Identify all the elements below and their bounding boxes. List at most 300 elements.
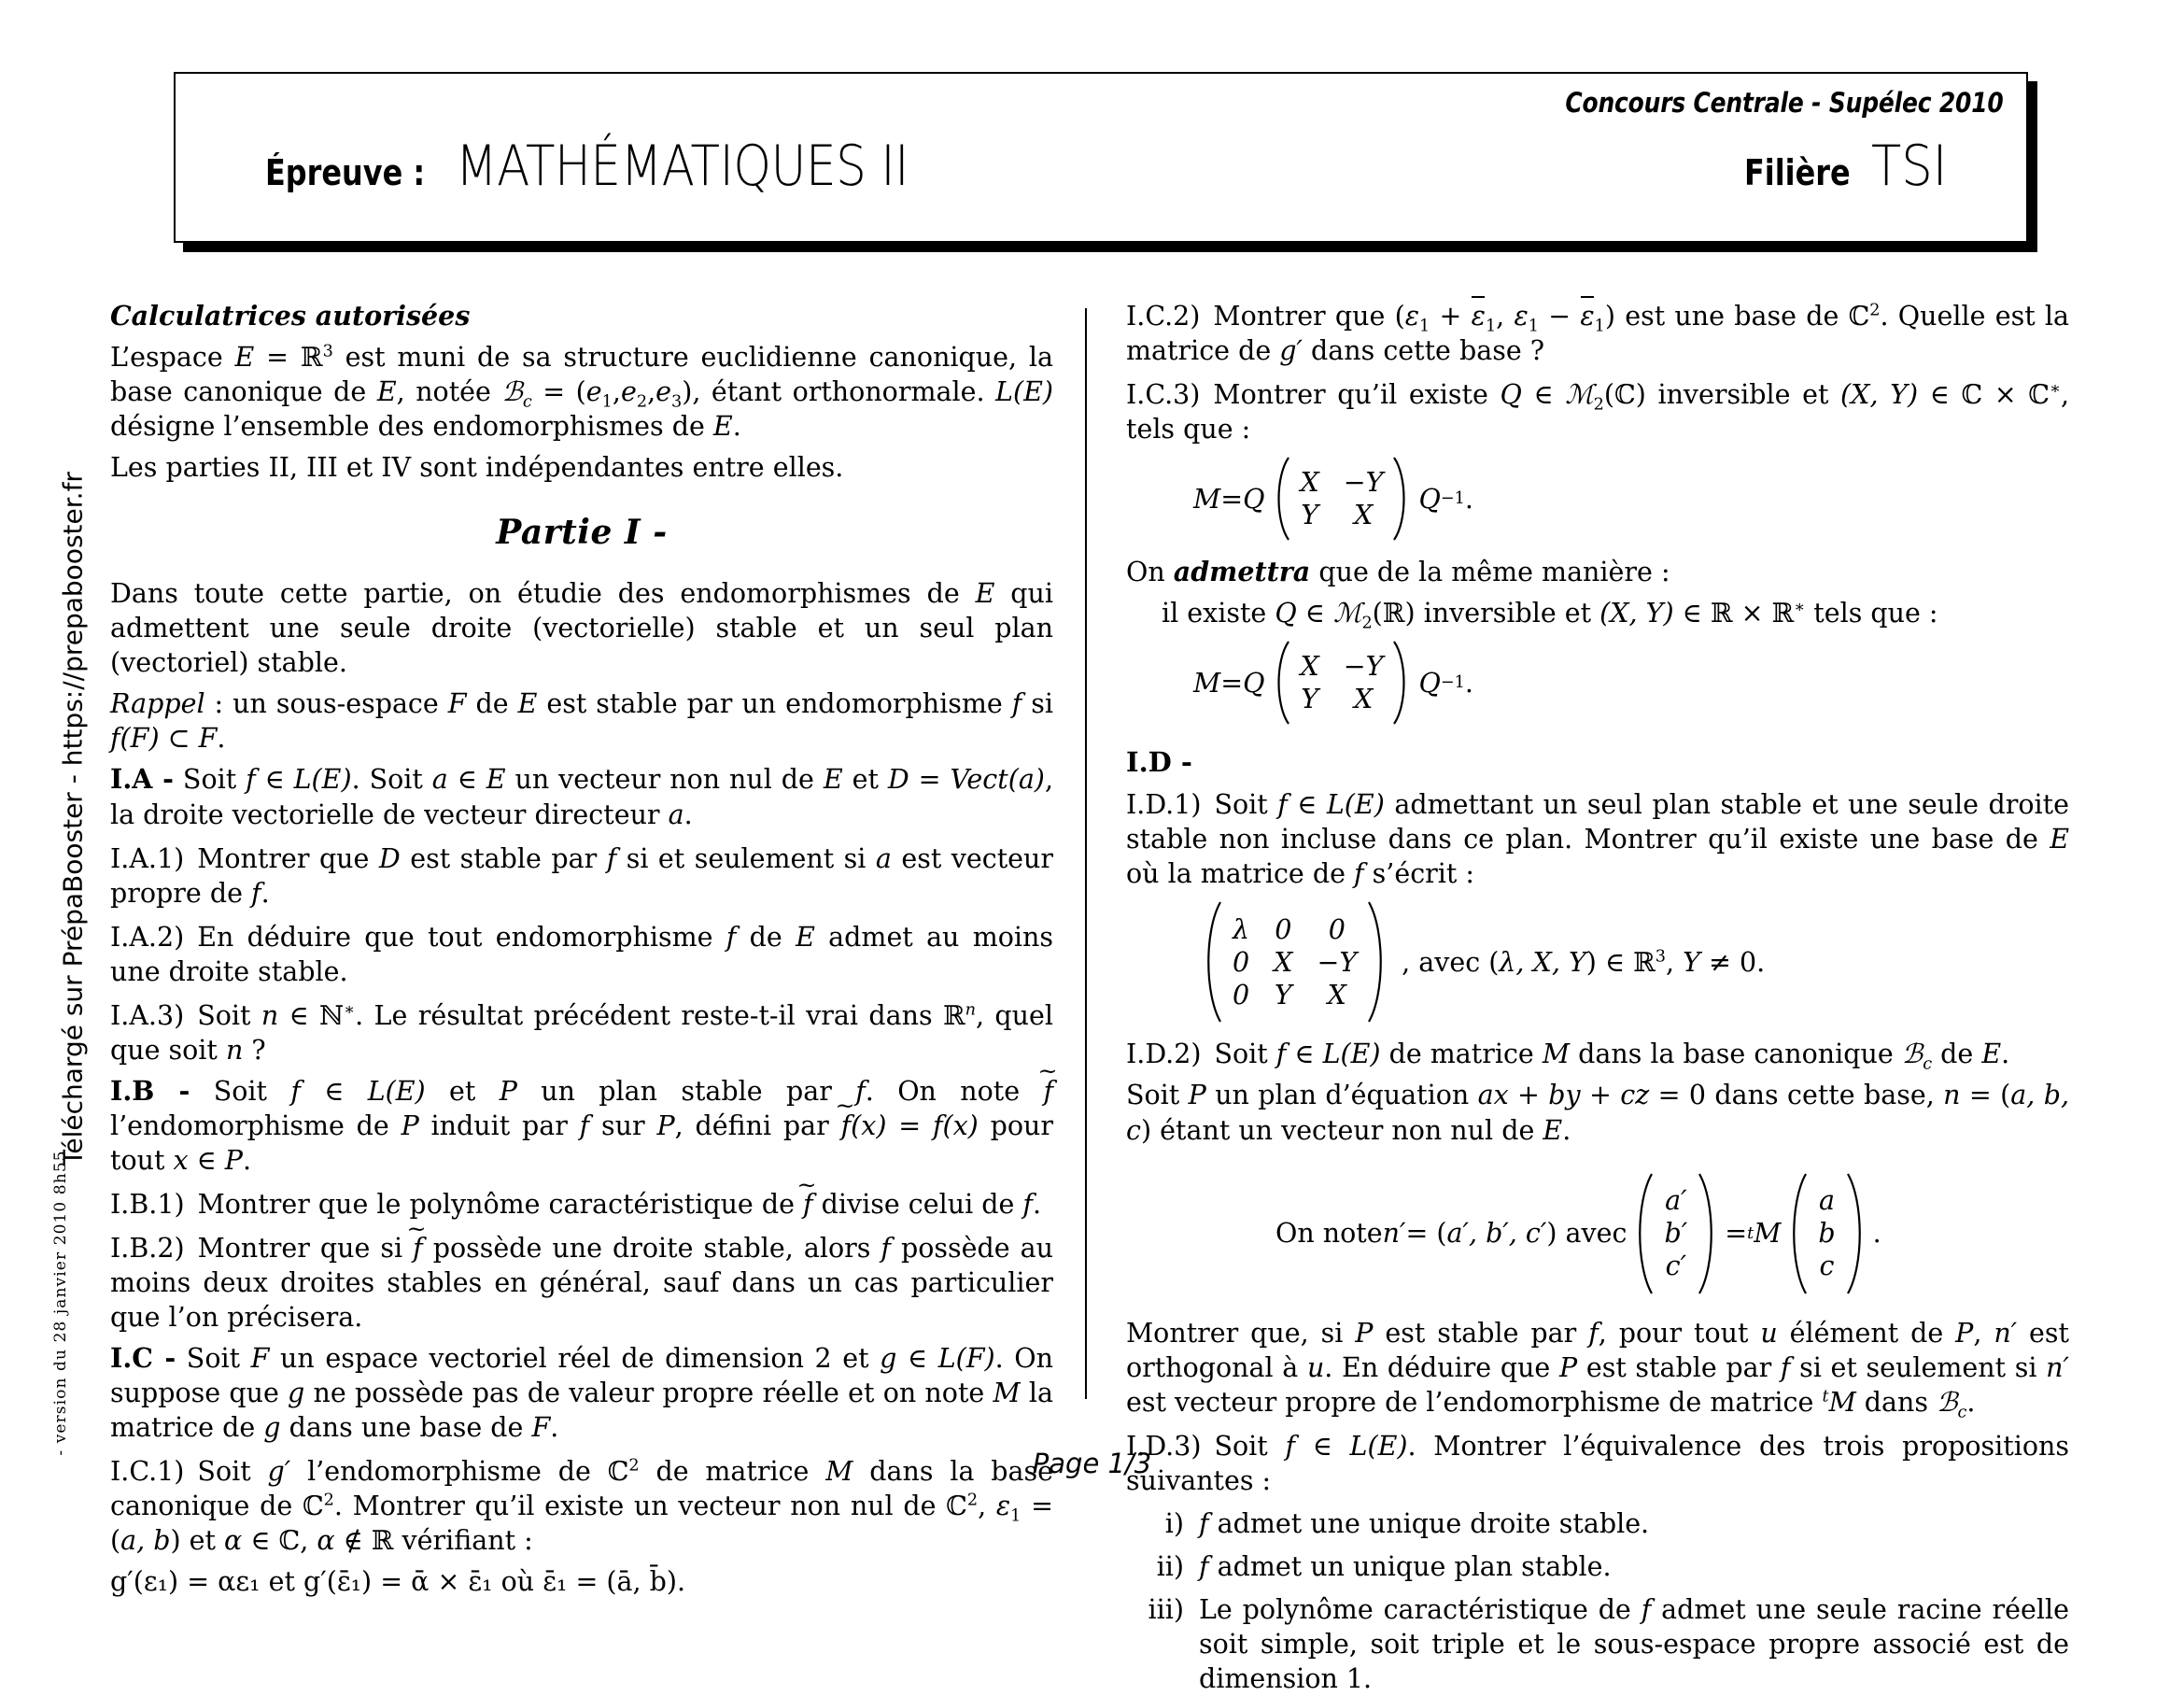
- t: .: [2001, 1039, 2010, 1070]
- vector-cell: a: [1819, 1185, 1836, 1217]
- question-number: I.D.1): [1126, 789, 1202, 821]
- t: Vect(a): [950, 764, 1045, 796]
- question-IA3: [110, 998, 1053, 1067]
- t: n′: [1382, 1218, 1406, 1250]
- t: f: [1011, 688, 1022, 720]
- t: ℝ: [1633, 946, 1656, 978]
- t: .: [1032, 1188, 1042, 1220]
- matrix-cell: X: [1353, 684, 1374, 715]
- t: P: [499, 1075, 517, 1107]
- t: f: [251, 877, 261, 909]
- t: dans: [1855, 1386, 1937, 1418]
- t: Dans toute cette partie, on étudie des endomorphismes de: [110, 578, 976, 610]
- t: M: [993, 1378, 1021, 1409]
- vector-cell: c′: [1665, 1251, 1687, 1282]
- matrix-2x2: [1268, 640, 1415, 726]
- t: Montrer qu’il existe: [1213, 379, 1501, 411]
- t: ∈: [1673, 598, 1711, 629]
- t: Q: [1418, 483, 1441, 515]
- filiere-label: Filière: [1744, 152, 1851, 193]
- t: , avec (: [1402, 946, 1500, 978]
- t: Soit: [1214, 789, 1278, 821]
- t: ∈: [1296, 598, 1333, 629]
- t: E: [823, 764, 843, 796]
- matrix-cell: 0: [1233, 979, 1250, 1011]
- t: P: [224, 1144, 243, 1176]
- t: ∈: [242, 1525, 279, 1557]
- matrix-cell: 0: [1233, 946, 1250, 978]
- vector-cells: [1656, 1185, 1695, 1281]
- question-IA1: [110, 841, 1053, 911]
- t: ℂ × ℂ: [1961, 379, 2050, 411]
- t: L(F): [937, 1343, 995, 1375]
- paren-right: [1364, 900, 1392, 1024]
- t: n′: [1994, 1317, 2018, 1349]
- t: vérifiant :: [393, 1525, 533, 1557]
- t: .: [1464, 483, 1473, 515]
- t: ℝ: [942, 999, 965, 1031]
- t: .: [732, 411, 741, 443]
- t: . Montrer l’équivalence des trois propositions suivantes :: [1126, 1430, 2069, 1496]
- t: .: [261, 877, 270, 909]
- vector-cell: b: [1818, 1218, 1836, 1250]
- t: P: [1355, 1317, 1374, 1349]
- t: f: [246, 764, 256, 796]
- t: 2: [628, 1456, 640, 1476]
- question-IC2: [1126, 299, 2069, 368]
- vector-cell: b′: [1664, 1218, 1688, 1250]
- t: et: [425, 1075, 500, 1107]
- t: (ℝ): [1372, 598, 1416, 629]
- t: est vecteur propre de l’endomorphisme de matrice: [1126, 1386, 1823, 1418]
- t: ℬ: [1901, 1039, 1923, 1070]
- t: 1: [601, 392, 613, 412]
- t: si et seulement si: [616, 842, 876, 874]
- t: On note: [1275, 1218, 1383, 1250]
- list-item: [1126, 1592, 2069, 1696]
- t: ,: [978, 1491, 996, 1522]
- t: ) et: [170, 1525, 225, 1557]
- t: ℂ: [607, 1456, 629, 1488]
- t: Q: [1418, 667, 1441, 699]
- t: ∉: [334, 1525, 372, 1557]
- t: g′: [267, 1456, 291, 1488]
- list-item-text: [1199, 1549, 2069, 1584]
- t: , pour tout: [1598, 1317, 1761, 1349]
- t: dans une base de: [280, 1412, 532, 1444]
- t: u: [1760, 1317, 1778, 1349]
- t: un vecteur non nul de: [505, 764, 824, 796]
- t: = (: [110, 1491, 1053, 1557]
- t: n: [261, 999, 279, 1031]
- t: = (: [1960, 1080, 2011, 1111]
- t: E: [975, 578, 995, 610]
- t: Soit: [1214, 1039, 1276, 1070]
- t: ∈: [1918, 379, 1962, 411]
- t: ε: [1580, 299, 1594, 333]
- epreuve-group: [265, 134, 982, 199]
- t: P: [1188, 1080, 1206, 1111]
- t: désigne l’ensemble des endomorphismes de: [110, 411, 713, 443]
- t: ℳ: [1332, 598, 1362, 629]
- t: a: [431, 764, 448, 796]
- matrix-cells: [1225, 914, 1364, 1011]
- t: si et seulement si: [1790, 1351, 2047, 1383]
- t: = (: [531, 376, 586, 408]
- t: f: [855, 1075, 866, 1107]
- t: t: [1822, 1387, 1829, 1406]
- t: =: [1220, 483, 1244, 515]
- t: un plan d’équation: [1205, 1080, 1478, 1111]
- matrix-cell: λ: [1233, 913, 1250, 945]
- t: f: [1199, 1550, 1209, 1582]
- t: g: [288, 1378, 305, 1409]
- t: ℂ: [278, 1525, 301, 1557]
- question-IB1: [110, 1187, 1053, 1222]
- t: g: [263, 1412, 281, 1444]
- t: ∈: [278, 999, 320, 1031]
- t: On: [1126, 557, 1174, 588]
- section-ID-heading: I.D -: [1126, 746, 1192, 779]
- list-item: [1126, 1549, 2069, 1584]
- t: Soit: [197, 999, 261, 1031]
- t: pour tout: [110, 1109, 1053, 1176]
- t: est stable par: [400, 842, 607, 874]
- t: f: [1354, 858, 1364, 890]
- question-number: I.C.3): [1126, 379, 1201, 411]
- t: ∈: [1295, 1430, 1350, 1462]
- paren-right: [1843, 1172, 1869, 1295]
- t: , tels que :: [1126, 379, 2070, 445]
- t: f: [1285, 1430, 1295, 1462]
- t: f: [881, 1233, 891, 1265]
- paren-left: [1784, 1172, 1811, 1295]
- t: Y: [1683, 946, 1700, 978]
- t: ,: [1973, 1317, 1994, 1349]
- t: inversible et: [1645, 379, 1841, 411]
- list-item-marker: iii): [1148, 1593, 1184, 1625]
- t: ε: [1472, 299, 1486, 333]
- t: g′: [1279, 335, 1303, 367]
- paren-left: [1268, 640, 1292, 726]
- question-IB2: [110, 1231, 1053, 1335]
- t: L’espace: [110, 342, 235, 374]
- t: M: [1828, 1386, 1856, 1418]
- t: un plan stable par: [516, 1075, 856, 1107]
- matrix-cell: X: [1353, 500, 1374, 531]
- matrix-cells: [1292, 651, 1390, 714]
- page-number: Page 1/3: [1032, 1448, 1152, 1479]
- download-source-watermark: Téléchargé sur PrépaBooster - https://prepabooster.fr: [57, 472, 89, 1166]
- t: qui admettent une seule droite (vectorielle) stable et un seul plan (vectoriel) stable.: [110, 578, 1053, 679]
- t: ,: [1666, 946, 1684, 978]
- t: admet une seule racine réelle soit simple, soit triple et le sous-espace propre associé est de dimension 1.: [1199, 1593, 2069, 1694]
- t: ax + by + cz: [1477, 1080, 1650, 1111]
- t: : un sous-espace: [204, 688, 448, 720]
- contest-title: Concours Centrale - Supélec 2010: [1565, 87, 2004, 119]
- t: f: [1199, 1507, 1209, 1539]
- t: ) étant un vecteur non nul de: [1140, 1114, 1543, 1146]
- question-IA: [110, 762, 1053, 831]
- question-ID2-plane: [1126, 1078, 2069, 1147]
- t: e: [620, 376, 637, 408]
- t: induit par: [418, 1109, 580, 1141]
- t: L(E): [995, 376, 1054, 408]
- t: ,: [1496, 301, 1515, 332]
- t: ℝ: [300, 342, 323, 374]
- t: ne possède pas de valeur propre réelle et on note: [304, 1378, 993, 1409]
- t: ,: [300, 1525, 317, 1557]
- t: α: [317, 1525, 335, 1557]
- list-item: [1126, 1506, 2069, 1541]
- t: ℂ: [302, 1491, 324, 1522]
- matrix-cell: X: [1300, 467, 1319, 499]
- t: f: [1641, 1593, 1652, 1625]
- t: ), étant orthonormale.: [682, 376, 996, 408]
- t: f: [290, 1075, 301, 1107]
- t: ∈: [255, 764, 294, 796]
- t: P: [656, 1109, 675, 1141]
- epreuve-value: MATHÉMATIQUES II: [455, 134, 909, 199]
- t: ℂ: [1848, 301, 1870, 332]
- t: M: [1754, 1218, 1782, 1250]
- t: L(E): [367, 1075, 426, 1107]
- t: 3: [671, 392, 683, 412]
- t: dans cette base ?: [1302, 335, 1545, 367]
- t: f: [1277, 789, 1288, 821]
- t: ε: [995, 1491, 1011, 1522]
- t: inversible et: [1415, 598, 1600, 629]
- t: . On suppose que: [110, 1343, 1054, 1409]
- filiere-group: [1744, 134, 1957, 199]
- t: E: [1981, 1039, 2002, 1070]
- t: de matrice: [1380, 1039, 1543, 1070]
- t: ℳ: [1565, 379, 1594, 411]
- matrix-cell: Y: [1301, 500, 1319, 531]
- t: f: [606, 842, 617, 874]
- intro-paragraph-2: Les parties II, III et IV sont indépendantes entre elles.: [110, 452, 844, 484]
- t: est vecteur propre de: [110, 842, 1053, 909]
- t: f: [726, 921, 737, 953]
- paren-left: [1197, 900, 1225, 1024]
- paren-right: [1390, 640, 1415, 726]
- t: de: [1932, 1039, 1982, 1070]
- t: il existe: [1162, 598, 1275, 629]
- question-IC: [110, 1341, 1053, 1445]
- t: Soit: [174, 764, 247, 796]
- t: ℂ: [946, 1491, 967, 1522]
- list-item-text: [1199, 1592, 2069, 1696]
- t: f: [579, 1109, 590, 1141]
- t: Montrer que (: [1213, 301, 1405, 332]
- right-column: [1126, 299, 2069, 1696]
- question-number: I.C.2): [1126, 301, 1201, 332]
- calculators-notice: Calculatrices autorisées: [110, 300, 471, 332]
- paren-right: [1695, 1172, 1721, 1295]
- t: .: [217, 723, 226, 755]
- t: =: [254, 342, 301, 374]
- t: n: [225, 1034, 244, 1066]
- rappel-paragraph: [110, 686, 1053, 756]
- t: L(E): [1349, 1430, 1408, 1462]
- question-IB: [110, 1074, 1053, 1178]
- t: ℬ: [501, 376, 523, 408]
- t: dans la base canonique: [1570, 1039, 1902, 1070]
- t: (x) =: [851, 1109, 933, 1141]
- t: P: [401, 1109, 419, 1141]
- t: M: [1193, 483, 1221, 515]
- t: , quel que soit: [110, 999, 1054, 1066]
- t: est muni de sa structure euclidienne canonique, la base canonique de: [110, 342, 1053, 408]
- t: est orthogonal à: [1126, 1317, 2069, 1383]
- paren-left: [1630, 1172, 1656, 1295]
- t: E: [517, 688, 538, 720]
- question-number: I.A.3): [110, 999, 185, 1031]
- t: I.A -: [110, 763, 174, 796]
- matrix-3x3: [1197, 900, 1392, 1024]
- t: ?: [243, 1034, 266, 1066]
- question-number: I.C.1): [110, 1456, 185, 1488]
- matrix-cell: X: [1327, 979, 1346, 1011]
- matrix-cell: −Y: [1343, 651, 1384, 683]
- matrix-cell: X: [1274, 946, 1293, 978]
- t: que de la même manière :: [1310, 557, 1670, 588]
- t: ε: [1404, 301, 1420, 332]
- t: ℝ × ℝ: [1710, 598, 1795, 629]
- t: Q: [1275, 598, 1297, 629]
- t: , défini par: [674, 1109, 841, 1141]
- t: E: [376, 376, 397, 408]
- t: s’écrit :: [1363, 858, 1475, 890]
- version-stamp: - version du 28 janvier 2010 8h55: [51, 1150, 70, 1456]
- question-number: I.B.1): [110, 1188, 185, 1220]
- t: . Le résultat précédent reste-t-il vrai dans: [355, 999, 943, 1031]
- t: n: [1943, 1080, 1961, 1111]
- t: F: [531, 1412, 551, 1444]
- list-item-text: [1199, 1506, 2069, 1541]
- t: f(F): [110, 723, 160, 755]
- t: E: [234, 342, 255, 374]
- matrix-cell: Y: [1274, 979, 1292, 1011]
- t: tels que :: [1805, 598, 1938, 629]
- matrix-cell: −Y: [1343, 467, 1384, 499]
- t: ε: [1514, 301, 1529, 332]
- column-vector-nprime: [1630, 1172, 1721, 1295]
- t: e: [655, 376, 671, 408]
- vector-cells: [1811, 1185, 1842, 1281]
- t: dans la base canonique de: [110, 1456, 1054, 1522]
- t: α: [224, 1525, 243, 1557]
- question-number: I.D.2): [1126, 1039, 1202, 1070]
- t: admet un unique plan stable.: [1208, 1550, 1612, 1582]
- t: .: [1464, 667, 1473, 699]
- t: de matrice: [639, 1456, 826, 1488]
- matrix-cell: 0: [1328, 913, 1346, 945]
- t: Soit: [1126, 1080, 1189, 1111]
- t: 2: [1869, 301, 1881, 320]
- t: a, b, c: [1126, 1080, 2070, 1146]
- question-number: I.A.1): [110, 842, 185, 874]
- t: ⊂: [159, 723, 199, 755]
- t: .: [683, 799, 693, 830]
- t: D: [887, 764, 909, 796]
- list-item-marker: i): [1164, 1507, 1184, 1539]
- t: P: [1955, 1317, 1974, 1349]
- equation-M-complex: M = Q X −Y Y X Q −1 .: [1126, 456, 2069, 542]
- column-divider: [1085, 308, 1087, 1399]
- column-vector-n: [1784, 1172, 1868, 1295]
- epreuve-label: Épreuve :: [265, 152, 426, 193]
- t: c: [522, 392, 532, 412]
- admettra-paragraph: [1126, 555, 2069, 589]
- t: de: [736, 921, 796, 953]
- t: Le polynôme caractéristique de: [1199, 1593, 1642, 1625]
- t: ∈: [1287, 789, 1327, 821]
- t: possède une droite stable, alors: [422, 1233, 881, 1265]
- paren-left: [1268, 456, 1292, 542]
- t: .: [1966, 1386, 1976, 1418]
- t: a: [875, 842, 892, 874]
- t: . Montrer qu’il existe un vecteur non nul de: [333, 1491, 947, 1522]
- t: n′: [2046, 1351, 2069, 1383]
- t: . En déduire que: [1324, 1351, 1559, 1383]
- matrix-2x2: [1268, 456, 1415, 542]
- t: 2: [323, 1491, 334, 1510]
- t: ∗: [1794, 598, 1806, 617]
- part-intro: [110, 576, 1053, 680]
- t: E: [712, 411, 733, 443]
- t: (X, Y): [1599, 598, 1674, 629]
- t: c: [1957, 1403, 1967, 1422]
- t: .: [550, 1412, 559, 1444]
- t: L(E): [1322, 1039, 1381, 1070]
- t: f ~: [803, 1187, 813, 1222]
- t: F: [250, 1343, 270, 1375]
- t: l’endomorphisme de: [110, 1109, 402, 1141]
- t: .: [242, 1144, 252, 1176]
- t: 1: [1010, 1507, 1022, 1527]
- t: x: [173, 1144, 189, 1176]
- t: f: [1275, 1039, 1287, 1070]
- t: élément de: [1777, 1317, 1956, 1349]
- t: ∈: [188, 1144, 225, 1176]
- matrix-note: [1402, 947, 1765, 978]
- t: Montrer que, si: [1126, 1317, 1356, 1349]
- t: ) avec: [1546, 1218, 1627, 1250]
- t: = 0 dans cette base,: [1649, 1080, 1944, 1111]
- t: Soit: [190, 1075, 291, 1107]
- t: 1: [1594, 317, 1605, 336]
- matrix-cell: −Y: [1317, 946, 1358, 978]
- t: 2: [636, 392, 648, 412]
- t: Soit: [197, 1456, 268, 1488]
- t: M: [1542, 1039, 1571, 1070]
- t: .: [1872, 1218, 1881, 1250]
- intro-paragraph-1: L’espace E = ℝ$^3$ est muni de sa structure euclidienne canonique, la base canonique de E, notée ℬ$_c$ = $(e_1,e_2,e_3)$, étant orthonormale. L(E) désigne l’ensemble des endomorphismes de E.: [110, 342, 1054, 443]
- matrix-cell: 0: [1275, 913, 1292, 945]
- t: Q: [1243, 667, 1265, 699]
- t: Q: [1243, 483, 1265, 515]
- t: 1: [1485, 317, 1497, 336]
- t: f: [1588, 1317, 1599, 1349]
- t: 2: [1593, 395, 1604, 415]
- paren-right: [1390, 456, 1415, 542]
- t: . Quelle est la matrice de: [1126, 301, 2069, 367]
- question-IA2: [110, 920, 1053, 989]
- t: D: [378, 842, 401, 874]
- t: admettra: [1173, 556, 1311, 588]
- question-ID2-statement: [1126, 1316, 2069, 1420]
